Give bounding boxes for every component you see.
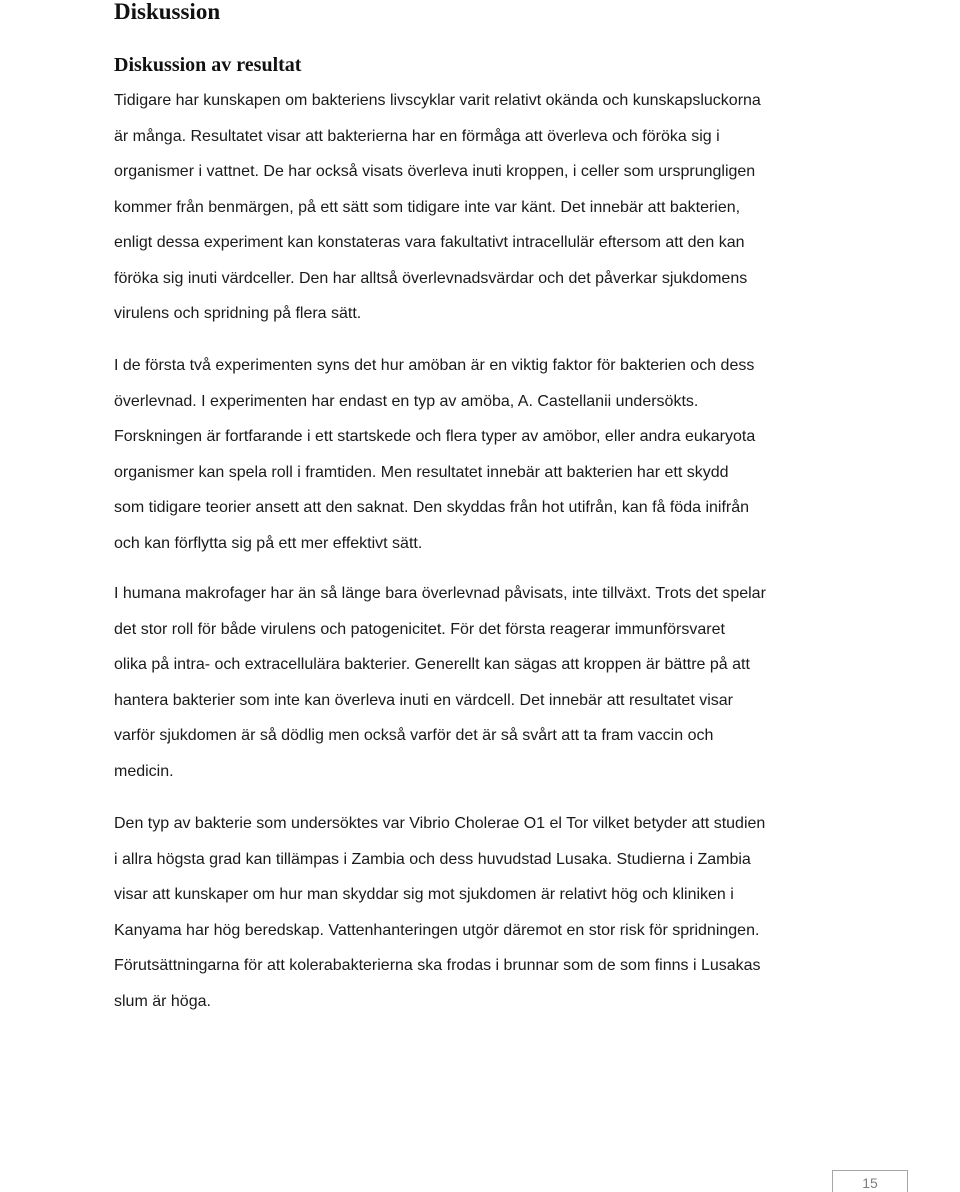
text-line: är många. Resultatet visar att bakterierna har en förmåga att överleva och föröka sig i [114,127,720,145]
text-line: hantera bakterier som inte kan överleva inuti en värdcell. Det innebär att resultatet visar [114,691,733,709]
paragraph-3 [114,576,854,789]
text-line: I de första två experimenten syns det hur amöban är en viktig faktor för bakterien och dess [114,357,755,374]
text-line: Kanyama har hög beredskap. Vattenhanteringen utgör däremot en stor risk för spridningen. [114,921,760,939]
text-line: det stor roll för både virulens och patogenicitet. För det första reagerar immunförsvaret [114,620,725,638]
text-line: medicin. [114,762,174,780]
text-line: kommer från benmärgen, på ett sätt som tidigare inte var känt. Det innebär att bakterien, [114,198,741,216]
paragraph-1 [114,83,854,332]
paragraph-4 [114,806,854,1019]
section-heading: Diskussion av resultat [114,54,302,76]
text-line: och kan förflytta sig på ett mer effektivt sätt. [114,534,423,552]
text-line: överlevnad. I experimenten har endast en typ av amöba, A. Castellanii undersökts. [114,392,699,410]
text-line: organismer i vattnet. De har också visats överleva inuti kroppen, i celler som ursprungligen [114,163,756,180]
text-line: föröka sig inuti värdceller. Den har alltså överlevnadsvärdar och det påverkar sjukdomens [114,269,748,287]
text-line: slum är höga. [114,992,211,1010]
text-line: visar att kunskaper om hur man skyddar sig mot sjukdomen är relativt hög och kliniken i [114,886,734,903]
text-line: Förutsättningarna för att kolerabakterierna ska frodas i brunnar som de som finns i Lusakas [114,957,761,974]
page-number-box [832,1170,908,1192]
text-line: Tidigare har kunskapen om bakteriens livscyklar varit relativt okända och kunskapsluckorna [114,92,761,109]
paragraph-2 [114,348,854,561]
text-line: I humana makrofager har än så länge bara överlevnad påvisats, inte tillväxt. Trots det spelar [114,585,766,602]
page-heading: Diskussion [114,0,221,24]
text-line: Forskningen är fortfarande i ett startskede och flera typer av amöbor, eller andra eukaryota [114,428,756,445]
text-line: olika på intra- och extracellulära bakterier. Generellt kan sägas att kroppen är bättre på att [114,656,750,673]
text-line: enligt dessa experiment kan konstateras vara fakultativt intracellulär eftersom att den kan [114,234,745,251]
text-line: Den typ av bakterie som undersöktes var Vibrio Cholerae O1 el Tor vilket betyder att studien [114,815,766,832]
text-line: varför sjukdomen är så dödlig men också varför det är så svårt att ta fram vaccin och [114,727,714,744]
text-line: som tidigare teorier ansett att den saknat. Den skyddas från hot utifrån, kan få föda inifrån [114,499,750,516]
page-number: 15 [862,1175,878,1191]
text-line: i allra högsta grad kan tillämpas i Zambia och dess huvudstad Lusaka. Studierna i Zambia [114,850,751,868]
text-line: virulens och spridning på flera sätt. [114,305,362,322]
text-line: organismer kan spela roll i framtiden. Men resultatet innebär att bakterien har ett skydd [114,463,729,481]
